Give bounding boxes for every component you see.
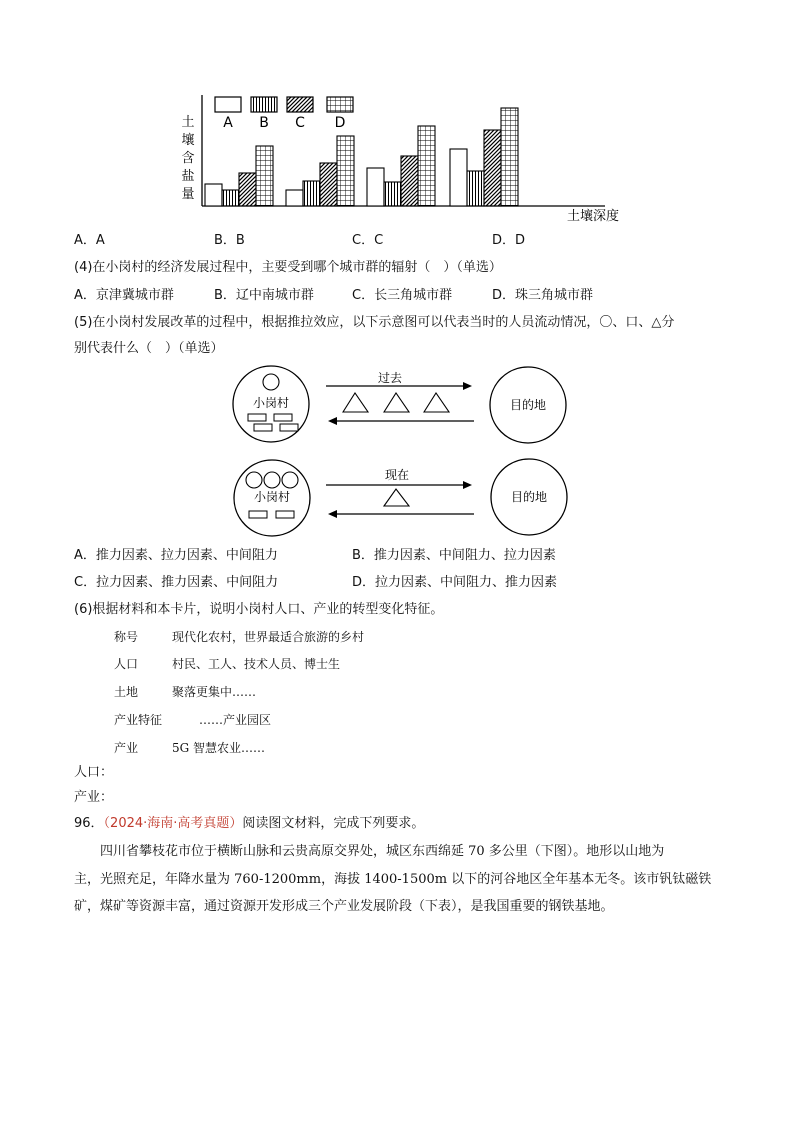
card-value-industry-feature: ……产业园区: [199, 713, 272, 727]
card-value-land: 聚落更集中……: [172, 685, 257, 699]
q96-source: （2024·海南·高考真题）: [103, 816, 243, 831]
x-axis-label: 土壤深度: [566, 209, 620, 224]
legend-label-a: A: [223, 115, 233, 131]
arrowhead: [328, 417, 337, 425]
q5-stem-line1: (5)在小岗村发展改革的过程中，根据推拉效应，以下示意图可以代表当时的人员流动情况，〇、口、△分: [74, 315, 675, 330]
card-key-industry-feature: 产业特征: [114, 713, 163, 727]
obstacle-triangle: [384, 489, 409, 506]
q4-option-d: D．珠三角城市群: [492, 288, 594, 303]
legend-label-b: B: [259, 115, 269, 131]
q4-option-a: A．京津冀城市群: [74, 288, 174, 303]
q96-para-line3: 矿，煤矿等资源丰富，通过资源开发形成三个产业发展阶段（下表），是我国重要的钢铁基地。: [74, 899, 614, 914]
q96-instruction: 阅读图文材料，完成下列要求。: [242, 816, 425, 831]
q4-option-b: B．辽中南城市群: [214, 288, 314, 303]
q3-option-d: D．D: [492, 233, 526, 248]
push-rect: [249, 511, 267, 518]
arrowhead: [463, 382, 472, 390]
answer-industry: 产业：: [74, 790, 114, 805]
pull-circle: [263, 374, 279, 390]
card-key-land: 土地: [114, 685, 139, 699]
past-label: 过去: [377, 371, 403, 385]
push-rect: [248, 414, 266, 421]
push-rect: [254, 424, 272, 431]
q96-para-line1: 四川省攀枝花市位于横断山脉和云贵高原交界处，城区东西绵延 70 多公里（下图）。地形以山地为: [100, 844, 665, 859]
legend-label-c: C: [295, 115, 305, 131]
destination-label-past: 目的地: [509, 398, 547, 412]
card-key-population: 人口: [114, 657, 139, 671]
diagram-now: [234, 459, 567, 536]
q4-option-c: C．长三角城市群: [352, 288, 453, 303]
answer-population: 人口：: [74, 765, 114, 780]
q3-option-c: C．C: [352, 233, 384, 248]
obstacle-triangle: [343, 393, 368, 412]
q6-stem: (6)根据材料和本卡片，说明小岗村人口、产业的转型变化特征。: [74, 602, 444, 617]
card-value-industry: 5G 智慧农业……: [172, 741, 266, 755]
y-axis-label: 土壤含盐量: [181, 115, 195, 202]
q5-option-c: C．拉力因素、推力因素、中间阻力: [74, 575, 279, 590]
push-rect: [280, 424, 298, 431]
push-rect: [274, 414, 292, 421]
pull-circle: [246, 472, 262, 488]
arrowhead: [328, 510, 337, 518]
arrowhead: [463, 481, 472, 489]
q5-option-d: D．拉力因素、中间阻力、推力因素: [352, 575, 558, 590]
village-label-past: 小岗村: [252, 396, 290, 410]
q96-number: 96．: [74, 816, 104, 831]
q5-option-b: B．推力因素、中间阻力、拉力因素: [352, 548, 556, 563]
legend-label-d: D: [334, 115, 346, 131]
q5-option-a: A．推力因素、拉力因素、中间阻力: [74, 548, 278, 563]
obstacle-triangle: [384, 393, 409, 412]
q96-header: [74, 815, 424, 833]
pull-circle: [264, 472, 280, 488]
diagram-past: [233, 366, 566, 443]
q3-option-b: B．B: [214, 233, 245, 248]
now-label: 现在: [384, 468, 410, 482]
card-value-population: 村民、工人、技术人员、博士生: [172, 657, 341, 671]
card-value-title: 现代化农村，世界最适合旅游的乡村: [172, 630, 365, 644]
q5-stem-line2: 别代表什么（ ）（单选）: [74, 341, 224, 356]
q4-stem: (4)在小岗村的经济发展过程中，主要受到哪个城市群的辐射（ ）（单选）: [74, 260, 502, 275]
push-rect: [276, 511, 294, 518]
card-key-industry: 产业: [114, 741, 139, 755]
village-label-now: 小岗村: [253, 490, 291, 504]
push-pull-diagram: [0, 0, 800, 560]
obstacle-triangle: [424, 393, 449, 412]
card-key-title: 称号: [114, 630, 139, 644]
pull-circle: [282, 472, 298, 488]
destination-label-now: 目的地: [510, 490, 548, 504]
q3-option-a: A．A: [74, 233, 105, 248]
q96-para-line2: 主，光照充足，年降水量为 760-1200mm，海拔 1400-1500m 以下的河谷地区全年基本无冬。该市钒钛磁铁: [74, 872, 712, 887]
